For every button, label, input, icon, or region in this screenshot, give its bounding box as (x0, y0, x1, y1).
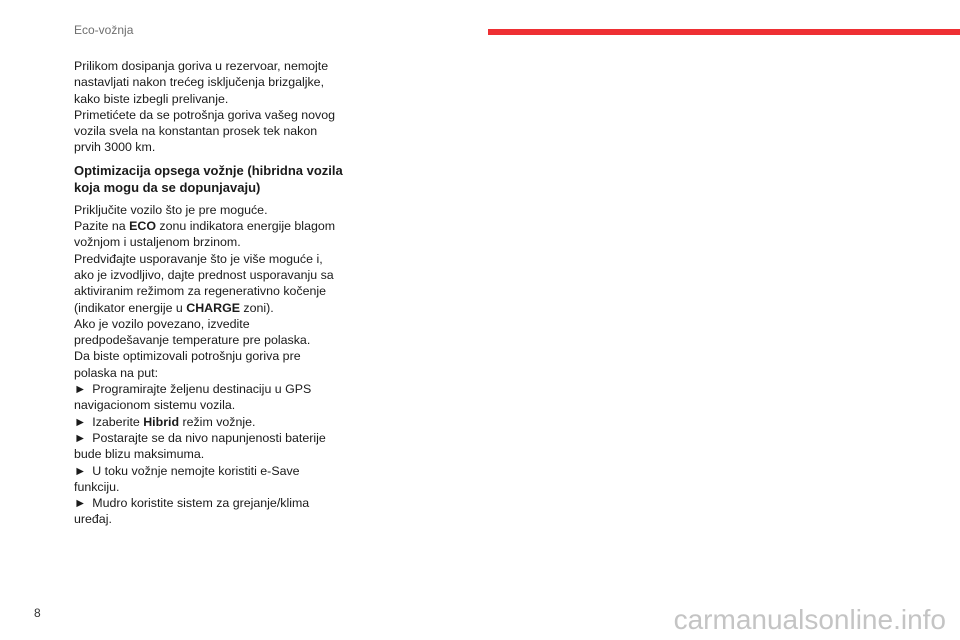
text-segment: Izaberite (92, 414, 144, 429)
text-segment: Pazite na (74, 219, 130, 234)
bold-term-eco: ECO (129, 219, 156, 234)
bullet-text: Programirajte željenu destinaciju u GPS navigacionom sistemu vozila. (74, 382, 312, 413)
text-segment: zoni). (239, 300, 274, 315)
section-heading: Optimizacija opsega vožnje (hibridna vozila koja mogu da se dopunjavaju) (74, 162, 343, 195)
bullet-item-gps (74, 381, 344, 414)
bullet-item-hybrid-mode (74, 414, 344, 430)
bullet-item-climate (74, 495, 344, 528)
bullet-item-battery (74, 430, 344, 463)
page-number: 8 (34, 606, 41, 620)
bullet-arrow-icon: ► (74, 496, 87, 511)
bullet-arrow-icon: ► (74, 414, 87, 429)
text-segment: zonu indikatora energije blagom vožnjom i ustaljenom brzinom. (74, 219, 336, 250)
paragraph-plug-in: Priključite vozilo što je pre moguće. (74, 202, 268, 217)
intro-paragraph-2: Primetićete da se potrošnja goriva vašeg novog vozila svela na konstantan prosek tek nakon prvih 3000 km. (74, 107, 336, 155)
paragraph-eco-zone (74, 218, 344, 251)
bold-term-charge: CHARGE (186, 300, 240, 315)
paragraph-optimize-intro: Da biste optimizovali potrošnju goriva pre polaska na put: (74, 349, 301, 380)
intro-paragraph-1: Prilikom dosipanja goriva u rezervoar, nemojte nastavljati nakon trećeg isključenja brizgaljke, kako biste izbegli prelivanje. (74, 59, 329, 106)
section-title: Eco-vožnja (74, 23, 134, 37)
bullet-text: Mudro koristite sistem za grejanje/klima uređaj. (74, 496, 310, 527)
accent-bar (488, 29, 960, 35)
text-segment: režim vožnje. (179, 414, 256, 429)
paragraph-preconditioning: Ako je vozilo povezano, izvedite predpodešavanje temperature pre polaska. (74, 316, 311, 348)
bullet-arrow-icon: ► (74, 430, 87, 445)
page-content (74, 58, 344, 528)
paragraph-regenerative-braking (74, 251, 344, 316)
bullet-text: U toku vožnje nemojte koristiti e-Save funkciju. (74, 463, 300, 494)
bullet-arrow-icon: ► (74, 463, 87, 478)
bold-term-hibrid: Hibrid (143, 414, 180, 429)
watermark: carmanualsonline.info (673, 604, 946, 635)
bullet-text: Postarajte se da nivo napunjenosti baterije bude blizu maksimuma. (74, 430, 326, 462)
bullet-arrow-icon: ► (74, 382, 87, 397)
bullet-item-esave (74, 463, 344, 496)
text-segment: Predviđajte usporavanje što je više moguće i, ako je izvodljivo, dajte prednost usporavanju sa aktiviranim režimom za regenerativno kočenje (indikator energije u (74, 251, 334, 315)
